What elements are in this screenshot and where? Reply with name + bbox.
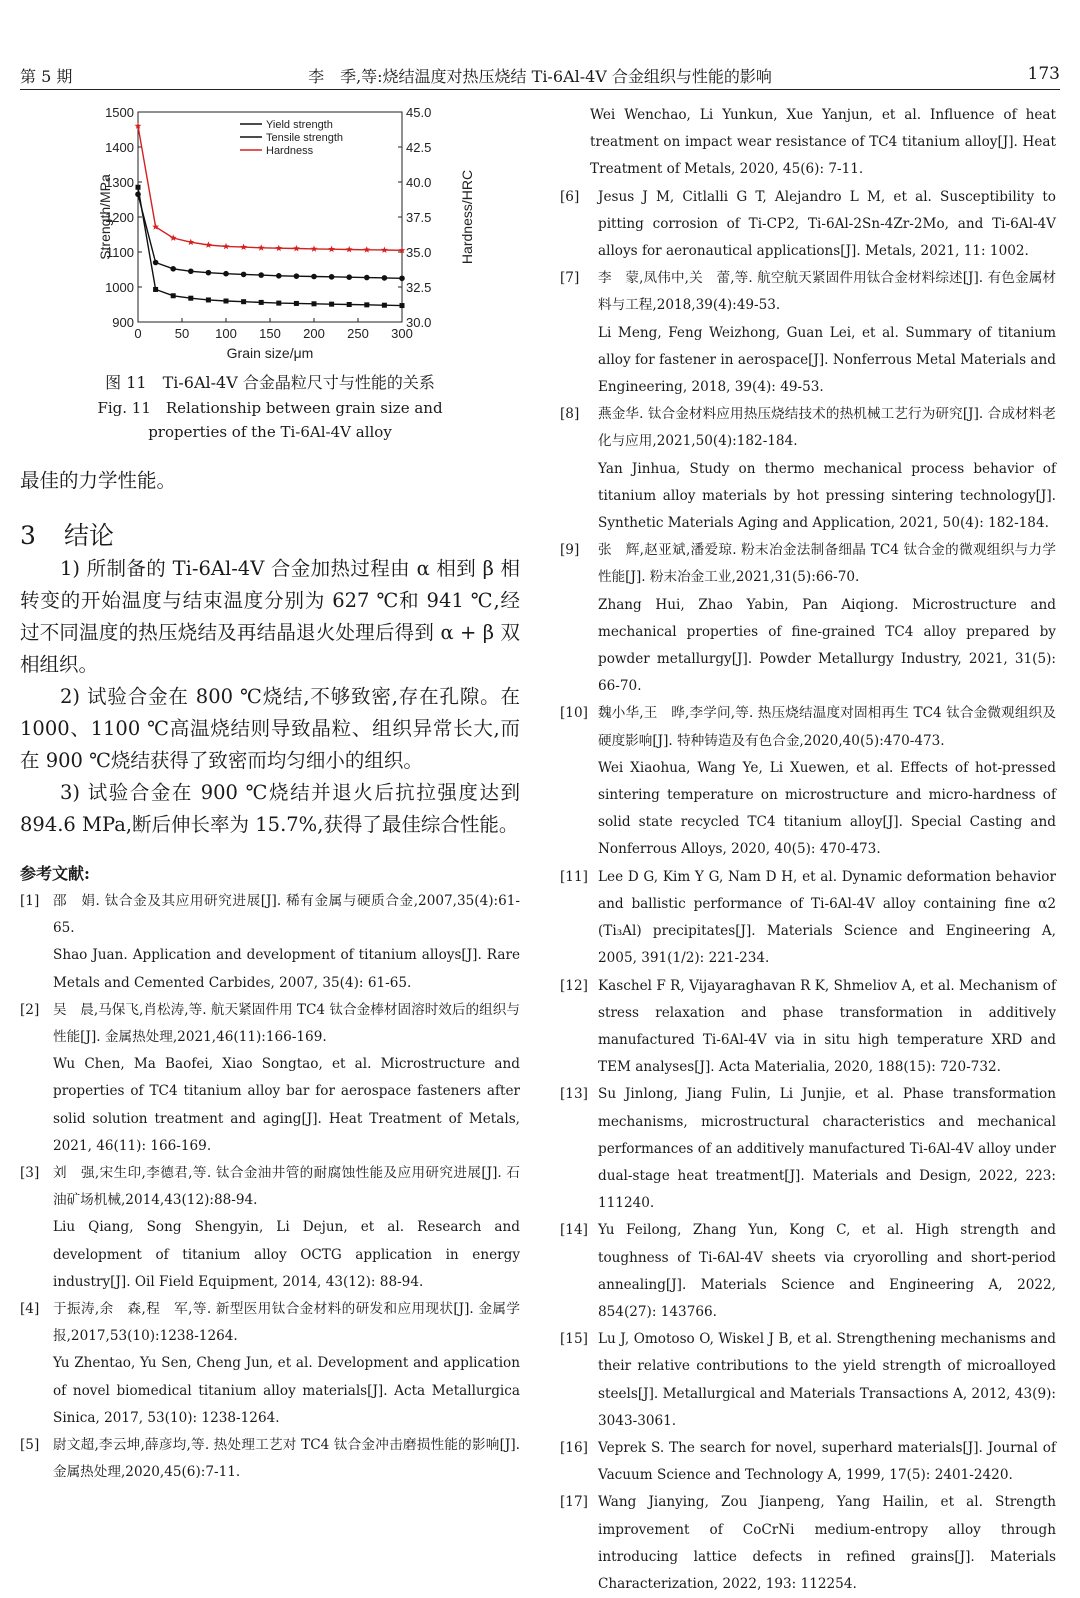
data-point bbox=[206, 297, 211, 302]
data-point bbox=[188, 296, 193, 301]
reference-item bbox=[560, 1435, 1056, 1489]
data-point bbox=[329, 274, 335, 280]
reference-item bbox=[560, 184, 1056, 266]
reference-number: [9] bbox=[560, 542, 580, 559]
reference-number: [12] bbox=[560, 977, 588, 994]
reference-number: [7] bbox=[560, 270, 580, 287]
chart-legend bbox=[240, 119, 343, 157]
reference-number: [2] bbox=[20, 1001, 40, 1018]
data-point bbox=[294, 273, 300, 279]
data-point bbox=[259, 300, 264, 305]
y-left-tick-label: 1300 bbox=[105, 175, 134, 190]
data-point bbox=[241, 272, 247, 278]
reference-item bbox=[20, 1432, 520, 1486]
data-point bbox=[381, 246, 388, 253]
data-point bbox=[170, 266, 176, 272]
data-point bbox=[364, 275, 370, 281]
data-point bbox=[241, 299, 246, 304]
y-right-label: Hardness/HRC bbox=[459, 169, 475, 265]
data-point bbox=[224, 299, 229, 304]
y-left-tick-label: 1400 bbox=[105, 140, 134, 155]
x-tick-label: 0 bbox=[134, 326, 142, 341]
y-left-tick-label: 1000 bbox=[105, 280, 134, 295]
reference-chinese: 魏小华,王 晔,李学问,等. 热压烧结温度对固相再生 TC4 钛合金微观组织及硬度影响[J]. 特种铸造及有色合金,2020,40(5):470-473. bbox=[598, 705, 1056, 749]
data-point bbox=[311, 245, 318, 252]
y-right-tick-label: 32.5 bbox=[406, 280, 432, 295]
y-left-tick-label: 1100 bbox=[106, 245, 134, 260]
data-point bbox=[206, 270, 212, 276]
x-tick-label: 150 bbox=[259, 326, 281, 341]
reference-english: Shao Juan. Application and development of titanium alloys[J]. Rare Metals and Cemented Carbides, 2007, 35(4): 61-65. bbox=[53, 947, 520, 991]
series-line-yield-strength bbox=[138, 187, 402, 305]
data-point bbox=[276, 301, 281, 306]
data-point bbox=[294, 301, 299, 306]
reference-item bbox=[560, 700, 1056, 863]
reference-english: Kaschel F R, Vijayaraghavan R K, Shmeliov A, et al. Mechanism of stress relaxation and phase transformation in additively manufactured Ti-6Al-4V via in situ high temperature XRD and TEM analyses[J]. Acta Materialia, 2020, 188(15): 720-732. bbox=[598, 977, 1056, 1076]
data-point bbox=[170, 234, 177, 241]
references-heading: 参考文献: bbox=[20, 864, 90, 883]
data-point bbox=[347, 302, 352, 307]
data-point bbox=[363, 246, 370, 253]
data-point bbox=[312, 301, 317, 306]
reference-english: Yu Feilong, Zhang Yun, Kong C, et al. High strength and toughness of Ti-6Al-4V sheets via cryorolling and short-period annealing[J]. Materials Science and Engineering A, 2022, 854(27): 143766. bbox=[598, 1222, 1056, 1320]
data-point bbox=[382, 303, 387, 308]
reference-english: Lu J, Omotoso O, Wiskel J B, et al. Strengthening mechanisms and their relative contributions to the yield strength of microalloyed steels[J]. Metallurgical and Materials Transactions A, 2012, 43(9): 3043-3061. bbox=[598, 1331, 1056, 1429]
reference-item bbox=[560, 973, 1056, 1082]
data-point bbox=[328, 246, 335, 253]
y-right-tick-label: 30.0 bbox=[406, 315, 432, 330]
reference-5-english-continued: Wei Wenchao, Li Yunkun, Xue Yanjun, et al. Influence of heat treatment on impact wear resistance of TC4 titanium alloy[J]. Heat Treatment of Metals, 2020, 45(6): 7-11. bbox=[590, 107, 1056, 178]
reference-english: Lee D G, Kim Y G, Nam D H, et al. Dynamic deformation behavior and ballistic performance of Ti-6Al-4V alloy containing fine α2 (Ti₃Al) precipitates[J]. Materials Science and Engineering A, 2005, 391(1/2): 221-234. bbox=[598, 868, 1056, 967]
data-point bbox=[223, 243, 230, 250]
reference-item bbox=[560, 401, 1056, 537]
y-left-tick-label: 1500 bbox=[105, 105, 134, 120]
data-point bbox=[346, 246, 353, 253]
section-title: 结论 bbox=[64, 521, 115, 550]
data-point bbox=[258, 272, 264, 278]
data-point bbox=[258, 244, 265, 251]
x-axis-label: Grain size/μm bbox=[226, 345, 314, 361]
page-header bbox=[20, 62, 1060, 88]
data-point bbox=[364, 302, 369, 307]
reference-number: [10] bbox=[560, 705, 588, 722]
x-tick-label: 50 bbox=[174, 326, 190, 341]
reference-chinese: 李 蒙,凤伟中,关 蕾,等. 航空航天紧固件用钛合金材料综述[J]. 有色金属材料与工程,2018,39(4):49-53. bbox=[598, 270, 1056, 314]
reference-number: [1] bbox=[20, 893, 40, 909]
data-point bbox=[135, 191, 141, 197]
reference-english: Li Meng, Feng Weizhong, Guan Lei, et al. Summary of titanium alloy for fastener in aerospace[J]. Nonferrous Metal Materials and Engineering, 2018, 39(4): 49-53. bbox=[598, 324, 1056, 396]
reference-number: [11] bbox=[560, 868, 588, 885]
reference-item bbox=[560, 265, 1056, 401]
figure-caption-en-line2: properties of the Ti-6Al-4V alloy bbox=[148, 423, 392, 441]
page-number: 173 bbox=[1027, 64, 1060, 84]
conclusion-paragraph-1: 1) 所制备的 Ti-6Al-4V 合金加热过程由 α 相到 β 相转变的开始温度与结束温度分别为 627 ℃和 941 ℃,经过不同温度的热压烧结及再结晶退火处理后得到 α + β 双相组织。 bbox=[20, 557, 520, 676]
y-left-tick-label: 1200 bbox=[105, 210, 134, 225]
figure-11 bbox=[20, 96, 520, 451]
reference-number: [8] bbox=[560, 406, 580, 423]
reference-english: Wei Xiaohua, Wang Ye, Li Xuewen, et al. Effects of hot-pressed sintering temperature on microstructure and micro-hardness of solid state recycled TC4 titanium alloy[J]. Special Casting and Nonferrous Alloys, 2020, 40(5): 470-473. bbox=[598, 759, 1056, 858]
reference-number: [14] bbox=[560, 1222, 588, 1239]
reference-number: [13] bbox=[560, 1086, 588, 1103]
running-title: 李 季,等:烧结温度对热压烧结 Ti-6Al-4V 合金组织与性能的影响 bbox=[308, 67, 772, 86]
y-right-tick-label: 35.0 bbox=[406, 245, 432, 260]
y-right-tick-label: 40.0 bbox=[406, 175, 432, 190]
section-number: 3 bbox=[20, 521, 36, 550]
reference-item bbox=[20, 997, 520, 1160]
data-point bbox=[276, 273, 282, 279]
references-right-list bbox=[560, 184, 1056, 1598]
data-point bbox=[223, 271, 229, 277]
conclusion-paragraph-3: 3) 试验合金在 900 ℃烧结并退火后抗拉强度达到 894.6 MPa,断后伸长率为 15.7%,获得了最佳综合性能。 bbox=[20, 781, 520, 836]
data-point bbox=[187, 239, 194, 246]
legend-label: Tensile strength bbox=[266, 132, 344, 144]
reference-number: [17] bbox=[560, 1494, 588, 1511]
data-point bbox=[329, 302, 334, 307]
x-tick-label: 200 bbox=[303, 326, 325, 341]
reference-english: Wang Jianying, Zou Jianpeng, Yang Hailin, et al. Strength improvement of CoCrNi medium-entropy alloy through introducing lattice defects in refined grains[J]. Materials Characterization, 2022, 193: 112254. bbox=[598, 1494, 1056, 1592]
data-point bbox=[400, 303, 405, 308]
reference-number: [5] bbox=[20, 1437, 40, 1454]
y-right-tick-label: 37.5 bbox=[406, 210, 432, 225]
data-point bbox=[382, 275, 388, 281]
reference-item bbox=[20, 888, 520, 997]
legend-label: Yield strength bbox=[266, 119, 333, 131]
y-left-tick-label: 900 bbox=[112, 315, 134, 330]
x-tick-label: 300 bbox=[391, 326, 413, 341]
data-point bbox=[293, 245, 300, 252]
body-continuation: 最佳的力学性能。 bbox=[20, 469, 177, 492]
header-rule bbox=[20, 89, 1060, 90]
reference-item bbox=[560, 864, 1056, 973]
reference-english: Wu Chen, Ma Baofei, Xiao Songtao, et al. Microstructure and properties of TC4 titanium alloy bar for aerospace fasteners after solid solution treatment and aging[J]. Heat Treatment of Metals, 2021, 46(11): 166-169. bbox=[53, 1056, 520, 1154]
y-right-tick-label: 45.0 bbox=[406, 105, 432, 120]
reference-english: Zhang Hui, Zhao Yabin, Pan Aiqiong. Microstructure and mechanical properties of fine-grained TC4 alloy prepared by powder metallurgy[J]. Powder Metallurgy Industry, 2021, 31(5): 66-70. bbox=[598, 596, 1056, 695]
data-point bbox=[136, 185, 141, 190]
reference-english: Su Jinlong, Jiang Fulin, Li Junjie, et al. Phase transformation mechanisms, microstructural characteristics and mechanical performances of an additively manufactured Ti-6Al-4V alloy under dual-stage heat treatment[J]. Materials and Design, 2022, 223: 111240. bbox=[598, 1086, 1056, 1212]
data-point bbox=[275, 245, 282, 252]
data-point bbox=[346, 274, 352, 280]
reference-chinese: 吴 晨,马保飞,肖松涛,等. 航天紧固件用 TC4 钛合金棒材固溶时效后的组织与性能[J]. 金属热处理,2021,46(11):166-169. bbox=[53, 1001, 520, 1046]
reference-chinese: 于振涛,余 森,程 军,等. 新型医用钛合金材料的研发和应用现状[J]. 金属学报,2017,53(10):1238-1264. bbox=[53, 1301, 520, 1345]
reference-chinese: 邵 娟. 钛合金及其应用研究进展[J]. 稀有金属与硬质合金,2007,35(4):61-65. bbox=[53, 893, 520, 937]
y-left-label: Strength/MPa bbox=[97, 174, 113, 260]
figure-caption-cn: 图 11 Ti-6Al-4V 合金晶粒尺寸与性能的关系 bbox=[105, 373, 435, 392]
reference-english: Yan Jinhua, Study on thermo mechanical process behavior of titanium alloy materials by hot pressing sintering technology[J]. Synthetic Materials Aging and Application, 2021, 50(4): 182-184. bbox=[598, 460, 1056, 532]
reference-item bbox=[560, 1081, 1056, 1217]
legend-label: Hardness bbox=[266, 145, 314, 157]
figure-caption-en-line1: Fig. 11 Relationship between grain size and bbox=[97, 399, 443, 417]
section-heading bbox=[20, 519, 520, 553]
left-column bbox=[20, 96, 520, 1486]
x-tick-label: 100 bbox=[215, 326, 237, 341]
reference-item bbox=[20, 1296, 520, 1432]
data-point bbox=[311, 274, 317, 280]
data-point bbox=[171, 293, 176, 298]
data-point bbox=[153, 260, 159, 266]
issue-number: 第 5 期 bbox=[20, 67, 73, 86]
series-line-tensile-strength bbox=[138, 194, 402, 278]
reference-item bbox=[560, 1217, 1056, 1326]
x-tick-label: 250 bbox=[347, 326, 369, 341]
reference-number: [4] bbox=[20, 1301, 40, 1318]
right-column bbox=[560, 102, 1056, 1598]
reference-chinese: 张 辉,赵亚斌,潘爱琼. 粉末冶金法制备细晶 TC4 钛合金的微观组织与力学性能[J]. 粉末冶金工业,2021,31(5):66-70. bbox=[598, 542, 1056, 586]
data-point bbox=[188, 268, 194, 274]
data-point bbox=[240, 244, 247, 251]
data-point bbox=[399, 275, 405, 281]
grain-size-chart bbox=[90, 96, 480, 366]
conclusion-paragraph-2: 2) 试验合金在 800 ℃烧结,不够致密,存在孔隙。在 1000、1100 ℃高温烧结则导致晶粒、组织异常长大,而在 900 ℃烧结获得了致密而均匀细小的组织。 bbox=[20, 685, 520, 772]
reference-number: [15] bbox=[560, 1331, 588, 1348]
reference-english: Liu Qiang, Song Shengyin, Li Dejun, et al. Research and development of titanium alloy OCTG application in energy industry[J]. Oil Field Equipment, 2014, 43(12): 88-94. bbox=[53, 1219, 520, 1290]
reference-english: Yu Zhentao, Yu Sen, Cheng Jun, et al. Development and application of novel biomedical titanium alloy materials[J]. Acta Metallurgica Sinica, 2017, 53(10): 1238-1264. bbox=[53, 1355, 520, 1426]
reference-number: [6] bbox=[560, 188, 580, 205]
reference-item bbox=[20, 1160, 520, 1296]
reference-english: Veprek S. The search for novel, superhard materials[J]. Journal of Vacuum Science and Technology A, 1999, 17(5): 2401-2420. bbox=[598, 1439, 1056, 1484]
reference-item bbox=[560, 537, 1056, 700]
reference-number: [3] bbox=[20, 1165, 40, 1182]
reference-english: Jesus J M, Citlalli G T, Alejandro L M, et al. Susceptibility to pitting corrosion of Ti-CP2, Ti-6Al-2Sn-4Zr-2Mo, and Ti-6Al-4V alloys for aeronautical applications[J]. Metals, 2021, 11: 1002. bbox=[598, 188, 1056, 260]
references-left-list bbox=[20, 888, 520, 1486]
reference-item bbox=[560, 1326, 1056, 1435]
data-point bbox=[153, 287, 158, 292]
reference-chinese: 燕金华. 钛合金材料应用热压烧结技术的热机械工艺行为研究[J]. 合成材料老化与应用,2021,50(4):182-184. bbox=[598, 406, 1056, 450]
reference-number: [16] bbox=[560, 1439, 588, 1456]
reference-chinese: 尉文超,李云坤,薛彦均,等. 热处理工艺对 TC4 钛合金冲击磨损性能的影响[J]. 金属热处理,2020,45(6):7-11. bbox=[53, 1437, 520, 1481]
reference-item bbox=[560, 1489, 1056, 1598]
y-right-tick-label: 42.5 bbox=[406, 140, 432, 155]
reference-chinese: 刘 强,宋生印,李德君,等. 钛合金油井管的耐腐蚀性能及应用研究进展[J]. 石油矿场机械,2014,43(12):88-94. bbox=[53, 1165, 520, 1209]
data-point bbox=[205, 241, 212, 248]
